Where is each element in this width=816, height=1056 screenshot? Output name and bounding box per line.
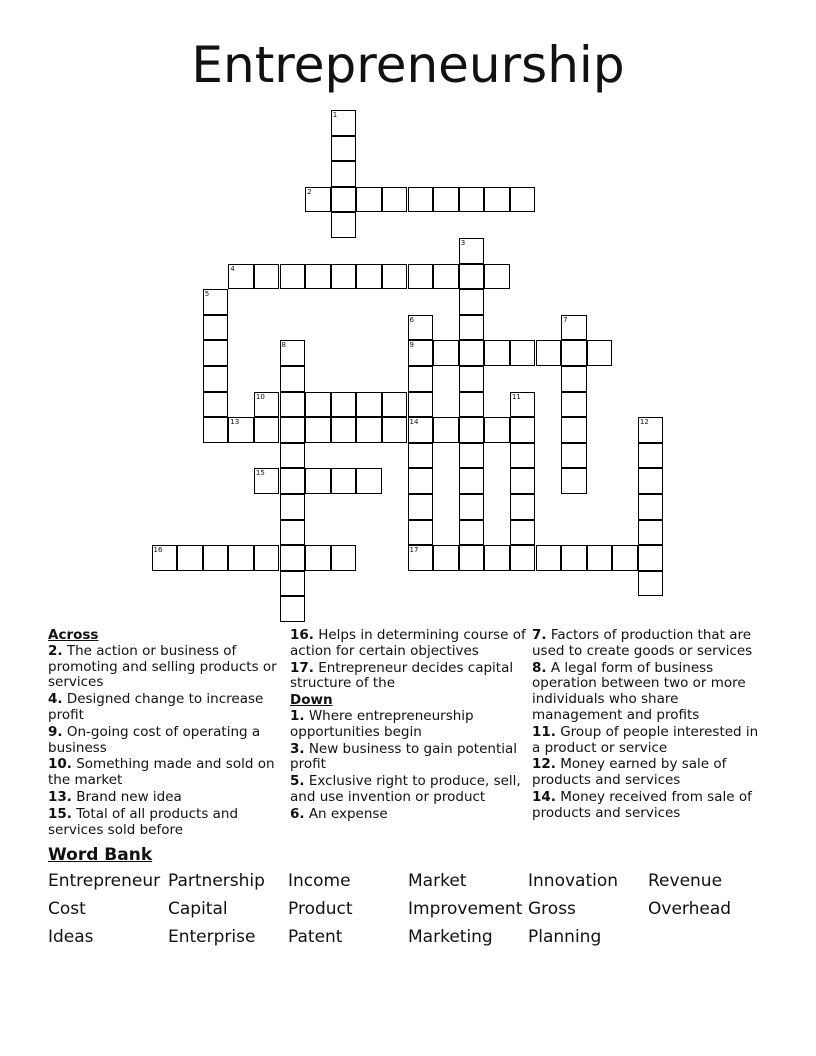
grid-cell[interactable] <box>561 340 587 366</box>
word-bank-item: Entrepreneur <box>48 871 161 891</box>
clue-item <box>290 628 526 660</box>
down-clue-list-1 <box>290 709 526 823</box>
grid-cell[interactable] <box>638 520 664 546</box>
grid-cell[interactable] <box>433 417 459 443</box>
clue-number: 16 <box>153 546 163 555</box>
grid-cell[interactable] <box>510 187 536 213</box>
clue-item-text: Total of all products and services sold before <box>48 805 239 838</box>
clue-number: 8 <box>281 341 286 350</box>
grid-cell[interactable] <box>510 468 536 494</box>
clue-item <box>48 692 284 724</box>
clue-item <box>290 709 526 741</box>
word-bank-item: Overhead <box>648 899 732 919</box>
grid-cell[interactable] <box>280 596 306 622</box>
clue-item-number: 1. <box>290 707 305 724</box>
grid-cell[interactable] <box>536 545 562 571</box>
clue-item-number: 5. <box>290 773 305 790</box>
clue-item-number: 8. <box>532 659 547 676</box>
grid-cell[interactable] <box>356 468 382 494</box>
word-bank-item: Gross <box>528 899 576 919</box>
clue-item-number: 12. <box>532 756 556 773</box>
word-bank-item: Marketing <box>408 927 493 947</box>
grid-cell[interactable] <box>305 187 331 213</box>
clue-item-text: Where entrepreneurship opportunities begin <box>290 707 474 740</box>
clue-item-number: 16. <box>290 627 314 643</box>
clue-item-text: Exclusive right to produce, sell, and use invention or product <box>290 773 521 805</box>
clue-item-text: Brand new idea <box>71 788 182 805</box>
clue-number: 13 <box>230 418 240 427</box>
grid-cell[interactable] <box>510 545 536 571</box>
grid-cell[interactable] <box>203 366 229 392</box>
word-bank-item: Capital <box>168 899 228 919</box>
grid-cell[interactable] <box>305 545 331 571</box>
grid-cell[interactable] <box>408 366 434 392</box>
grid-cell[interactable] <box>433 340 459 366</box>
clue-item-text: The action or business of promoting and selling products or services <box>48 642 277 691</box>
clue-item-text: Helps in determining course of action for certain objectives <box>290 627 526 659</box>
grid-cell[interactable] <box>561 392 587 418</box>
grid-cell[interactable] <box>331 110 357 136</box>
grid-cell[interactable] <box>561 315 587 341</box>
clue-item <box>290 661 526 693</box>
grid-cell[interactable] <box>254 392 280 418</box>
grid-cell[interactable] <box>305 417 331 443</box>
clue-item <box>48 757 284 789</box>
grid-cell[interactable] <box>612 545 638 571</box>
clue-item <box>532 628 760 660</box>
clue-column-3 <box>532 628 760 823</box>
grid-cell[interactable] <box>254 468 280 494</box>
clue-item-number: 9. <box>48 723 63 740</box>
clue-item-text: Factors of production that are used to create goods or services <box>532 627 753 659</box>
down-clue-list-2 <box>532 628 760 822</box>
grid-cell[interactable] <box>408 340 434 366</box>
clue-number: 15 <box>255 469 265 478</box>
clue-number: 5 <box>204 290 210 299</box>
grid-cell[interactable] <box>280 264 306 290</box>
grid-cell[interactable] <box>459 340 485 366</box>
clue-item <box>48 644 284 691</box>
clue-number: 12 <box>639 418 649 427</box>
clue-item <box>48 807 284 839</box>
grid-cell[interactable] <box>382 264 408 290</box>
grid-cell[interactable] <box>510 417 536 443</box>
grid-cell[interactable] <box>561 366 587 392</box>
grid-cell[interactable] <box>459 392 485 418</box>
grid-cell[interactable] <box>280 520 306 546</box>
grid-cell[interactable] <box>203 417 229 443</box>
grid-cell[interactable] <box>305 264 331 290</box>
grid-cell[interactable] <box>331 417 357 443</box>
grid-cell[interactable] <box>280 366 306 392</box>
word-bank-item: Improvement <box>408 899 523 919</box>
grid-cell[interactable] <box>331 392 357 418</box>
grid-cell[interactable] <box>408 417 434 443</box>
grid-cell[interactable] <box>459 366 485 392</box>
clue-item <box>48 790 284 806</box>
grid-cell[interactable] <box>510 392 536 418</box>
grid-cell[interactable] <box>331 136 357 162</box>
grid-cell[interactable] <box>203 340 229 366</box>
clue-item-number: 6. <box>290 805 305 822</box>
grid-cell[interactable] <box>408 443 434 469</box>
clue-item <box>532 725 760 757</box>
grid-cell[interactable] <box>638 571 664 597</box>
grid-cell[interactable] <box>587 545 613 571</box>
grid-cell[interactable] <box>331 187 357 213</box>
grid-cell[interactable] <box>382 417 408 443</box>
grid-cell[interactable] <box>228 264 254 290</box>
clue-item <box>290 742 526 774</box>
grid-cell[interactable] <box>536 340 562 366</box>
clue-item-text: A legal form of business operation between two or more individuals who share management and profits <box>532 659 746 723</box>
clue-number: 17 <box>409 546 419 555</box>
grid-cell[interactable] <box>459 264 485 290</box>
grid-cell[interactable] <box>280 340 306 366</box>
grid-cell[interactable] <box>356 392 382 418</box>
grid-cell[interactable] <box>382 187 408 213</box>
word-bank-title: Word Bank <box>48 845 153 865</box>
clue-item-text: Money received from sale of products and services <box>532 788 752 821</box>
grid-cell[interactable] <box>484 340 510 366</box>
grid-cell[interactable] <box>305 392 331 418</box>
clue-item-number: 15. <box>48 805 72 822</box>
grid-cell[interactable] <box>280 417 306 443</box>
grid-cell[interactable] <box>228 545 254 571</box>
word-bank-item: Revenue <box>648 871 723 891</box>
clue-item-number: 11. <box>532 723 556 740</box>
grid-cell[interactable] <box>203 545 229 571</box>
grid-cell[interactable] <box>254 545 280 571</box>
grid-cell[interactable] <box>638 545 664 571</box>
grid-cell[interactable] <box>280 468 306 494</box>
clue-item <box>532 757 760 789</box>
grid-cell[interactable] <box>331 468 357 494</box>
word-bank-item: Innovation <box>528 871 619 891</box>
grid-cell[interactable] <box>408 545 434 571</box>
grid-cell[interactable] <box>203 392 229 418</box>
clue-item-number: 14. <box>532 788 556 805</box>
word-bank-item: Income <box>288 871 351 891</box>
grid-cell[interactable] <box>408 468 434 494</box>
clue-item-number: 3. <box>290 740 305 757</box>
grid-cell[interactable] <box>408 392 434 418</box>
grid-cell[interactable] <box>408 264 434 290</box>
page-title: Entrepreneurship <box>191 36 625 94</box>
clue-number: 9 <box>409 341 414 350</box>
word-bank-item: Partnership <box>168 871 265 891</box>
clue-item <box>532 790 760 822</box>
grid-cell[interactable] <box>408 187 434 213</box>
grid-cell[interactable] <box>561 443 587 469</box>
clue-item-number: 2. <box>48 642 63 659</box>
clue-item-number: 4. <box>48 691 63 708</box>
word-bank <box>48 872 778 947</box>
clue-item-number: 13. <box>48 788 72 805</box>
grid-cell[interactable] <box>331 264 357 290</box>
grid-cell[interactable] <box>433 187 459 213</box>
clue-number: 4 <box>230 264 235 273</box>
clue-item-text: Something made and sold on the market <box>48 756 275 789</box>
grid-cell[interactable] <box>152 545 178 571</box>
grid-cell[interactable] <box>459 417 485 443</box>
grid-cell[interactable] <box>484 417 510 443</box>
grid-cell[interactable] <box>561 417 587 443</box>
grid-cell[interactable] <box>280 392 306 418</box>
clue-column-2 <box>290 628 526 824</box>
clue-item-number: 10. <box>48 756 72 773</box>
clue-number: 7 <box>563 315 568 324</box>
clue-number: 6 <box>409 315 414 324</box>
grid-cell[interactable] <box>331 161 357 187</box>
grid-cell[interactable] <box>280 443 306 469</box>
grid-cell[interactable] <box>331 545 357 571</box>
grid-cell[interactable] <box>408 520 434 546</box>
word-bank-item: Cost <box>48 899 86 919</box>
grid-cell[interactable] <box>280 571 306 597</box>
grid-cell[interactable] <box>408 315 434 341</box>
grid-cell[interactable] <box>433 264 459 290</box>
clue-item-text: New business to gain potential profit <box>290 740 518 773</box>
grid-cell[interactable] <box>561 468 587 494</box>
grid-cell[interactable] <box>484 187 510 213</box>
grid-cell[interactable] <box>459 545 485 571</box>
grid-cell[interactable] <box>254 417 280 443</box>
word-bank-item: Planning <box>528 927 602 947</box>
across-clue-list-2 <box>290 628 526 692</box>
grid-cell[interactable] <box>587 340 613 366</box>
grid-cell[interactable] <box>459 315 485 341</box>
word-bank-item: Product <box>288 899 353 919</box>
grid-cell[interactable] <box>638 443 664 469</box>
grid-cell[interactable] <box>561 545 587 571</box>
grid-cell[interactable] <box>459 520 485 546</box>
clue-item-text: On-going cost of operating a business <box>48 723 261 756</box>
clue-item <box>48 725 284 757</box>
grid-cell[interactable] <box>254 264 280 290</box>
grid-cell[interactable] <box>331 212 357 238</box>
grid-cell[interactable] <box>228 417 254 443</box>
grid-cell[interactable] <box>459 468 485 494</box>
clue-number: 11 <box>511 392 521 401</box>
word-bank-item: Patent <box>288 927 343 947</box>
clue-number: 3 <box>460 239 466 247</box>
grid-cell[interactable] <box>382 392 408 418</box>
grid-cell[interactable] <box>408 494 434 520</box>
clue-item <box>290 774 526 806</box>
grid-cell[interactable] <box>484 264 510 290</box>
clue-item <box>290 807 526 823</box>
grid-cell[interactable] <box>510 520 536 546</box>
grid-cell[interactable] <box>638 417 664 443</box>
grid-cell[interactable] <box>484 545 510 571</box>
grid-cell[interactable] <box>433 545 459 571</box>
grid-cell[interactable] <box>510 443 536 469</box>
clue-number: 1 <box>332 111 338 119</box>
grid-cell[interactable] <box>356 417 382 443</box>
grid-cell[interactable] <box>459 238 485 264</box>
clue-item-number: 7. <box>532 627 547 643</box>
grid-cell[interactable] <box>203 289 229 315</box>
grid-cell[interactable] <box>638 468 664 494</box>
clue-number: 10 <box>255 392 265 401</box>
clue-item-text: Entrepreneur decides capital structure of the <box>290 659 514 692</box>
clue-item-text: Money earned by sale of products and services <box>532 756 727 789</box>
across-heading: Across <box>48 627 99 643</box>
clue-item <box>532 661 760 724</box>
clue-number: 2 <box>307 187 312 196</box>
clue-item-text: An expense <box>304 805 388 822</box>
clue-item-text: Designed change to increase profit <box>48 691 264 723</box>
grid-cell[interactable] <box>459 289 485 315</box>
word-bank-item: Enterprise <box>168 927 256 947</box>
clue-number: 14 <box>409 418 419 427</box>
clue-item-text: Group of people interested in a product or service <box>532 723 759 756</box>
grid-cell[interactable] <box>459 187 485 213</box>
across-clue-list-1 <box>48 644 284 839</box>
grid-cell[interactable] <box>356 187 382 213</box>
grid-cell[interactable] <box>280 494 306 520</box>
word-bank-item: Market <box>408 871 467 891</box>
word-bank-item: Ideas <box>48 927 94 947</box>
grid-cell[interactable] <box>356 264 382 290</box>
grid-cell[interactable] <box>459 443 485 469</box>
grid-cell[interactable] <box>305 468 331 494</box>
grid-cell[interactable] <box>459 494 485 520</box>
clue-column-1 <box>48 628 284 839</box>
grid-cell[interactable] <box>177 545 203 571</box>
clue-item-number: 17. <box>290 659 314 676</box>
grid-cell[interactable] <box>510 494 536 520</box>
grid-cell[interactable] <box>510 340 536 366</box>
grid-cell[interactable] <box>638 494 664 520</box>
grid-cell[interactable] <box>203 315 229 341</box>
down-heading: Down <box>290 692 333 709</box>
grid-cell[interactable] <box>280 545 306 571</box>
